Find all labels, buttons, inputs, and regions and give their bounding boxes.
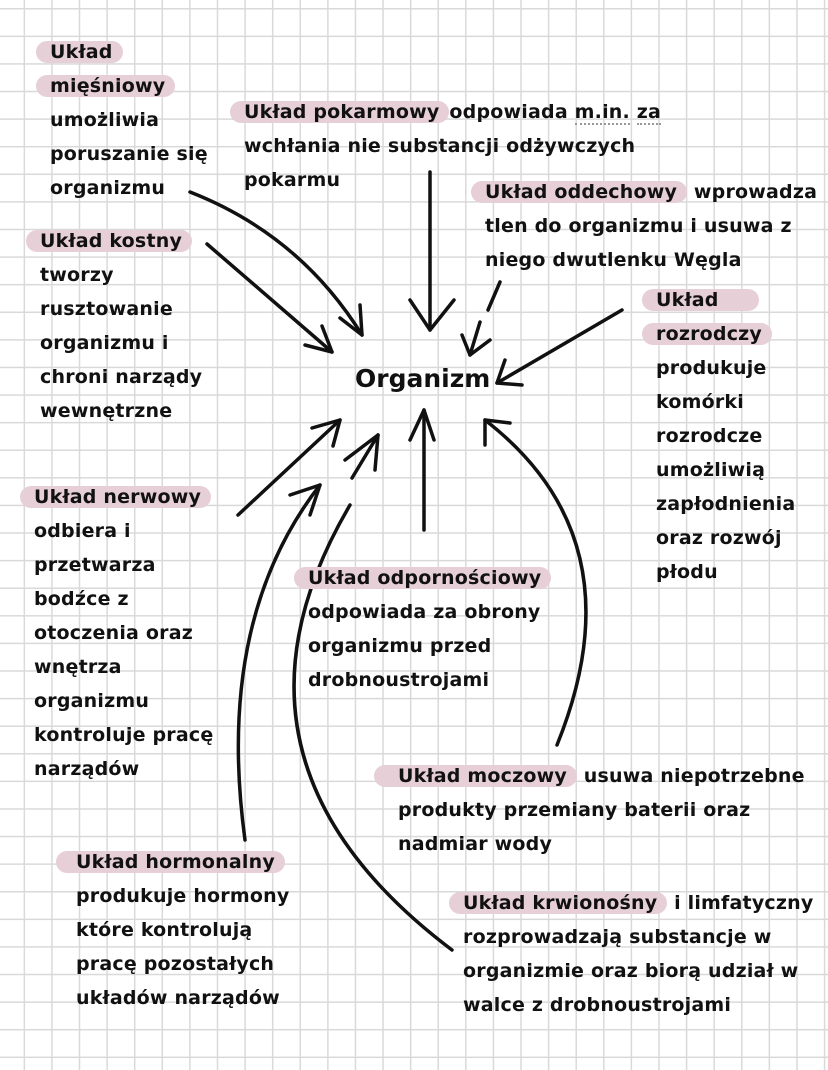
- text-line: pracę pozostałych: [76, 953, 275, 975]
- text-line: drobnoustrojami: [308, 669, 490, 691]
- kostny-block: [40, 224, 202, 428]
- text-line: wnętrza: [34, 656, 122, 678]
- text-line: płodu: [656, 561, 718, 583]
- text-line: organizmie oraz biorą udział w: [463, 960, 799, 982]
- text-line: pokarmu: [244, 169, 341, 191]
- text-line: odbiera i: [34, 520, 131, 542]
- rozrodczy-title: Układ: [642, 289, 759, 311]
- text-line: niego dwutlenku Węgla: [485, 249, 742, 271]
- text-line: rozprowadzają substancje w: [463, 926, 772, 948]
- text: za: [636, 101, 662, 123]
- miesniowy-title-2: mięśniowy: [36, 75, 175, 97]
- text-line: otoczenia oraz: [34, 622, 193, 644]
- arrow-oddechowy: [462, 282, 500, 355]
- text: i limfatyczny: [674, 892, 814, 914]
- arrow-nerwowy: [238, 420, 340, 515]
- text-line: bodźce z: [34, 588, 129, 610]
- text-line: przetwarza: [34, 554, 156, 576]
- arrow-kostny: [207, 244, 332, 352]
- text-line: walce z drobnoustrojami: [463, 994, 732, 1016]
- odpornosciowy-block: [308, 561, 551, 697]
- text-line: rusztowanie: [40, 298, 173, 320]
- text-line: chroni narządy: [40, 366, 203, 388]
- text-line: wewnętrzne: [40, 400, 173, 422]
- text-line: oraz rozwój: [656, 527, 782, 549]
- text-line: poruszanie się: [50, 143, 208, 165]
- text-line: organizmu przed: [308, 635, 492, 657]
- text-line: organizmu i: [40, 332, 169, 354]
- text-line: umożliwia: [50, 109, 160, 131]
- text: odpowiada: [449, 101, 568, 123]
- text-line: tlen do organizmu i usuwa z: [485, 215, 792, 237]
- arrow-miesniowy: [190, 192, 362, 335]
- pokarmowy-title: Układ pokarmowy: [230, 101, 449, 123]
- miesniowy-title: Układ: [36, 41, 123, 63]
- text: wprowadza: [693, 181, 818, 203]
- arrow-odpornosciowy: [410, 410, 434, 530]
- text-line: nadmiar wody: [398, 833, 553, 855]
- text-line: które kontrolują: [76, 919, 253, 941]
- nerwowy-block: [34, 480, 213, 786]
- center-label: Organizm: [355, 364, 491, 393]
- rozrodczy-block: [656, 283, 795, 589]
- text-line: rozrodcze: [656, 425, 763, 447]
- miesniowy-block: [50, 35, 208, 205]
- text-line: wchłania nie substancji odżywczych: [244, 135, 636, 157]
- krwionosny-title: Układ krwionośny: [449, 892, 667, 914]
- odpornosciowy-title: Układ odpornościowy: [294, 567, 551, 589]
- text: usuwa niepotrzebne: [583, 765, 805, 787]
- text-line: tworzy: [40, 264, 114, 286]
- text-line: produkuje: [656, 357, 767, 379]
- text-line: umożliwią: [656, 459, 766, 481]
- text-line: produkuje hormony: [76, 885, 290, 907]
- text-line: organizmu: [50, 177, 166, 199]
- text-line: produkty przemiany baterii oraz: [398, 799, 751, 821]
- text-line: układów narządów: [76, 987, 280, 1009]
- text: m.in.: [574, 101, 630, 123]
- text-line: odpowiada za obrony: [308, 601, 541, 623]
- moczowy-block: [398, 759, 805, 861]
- kostny-title: Układ kostny: [26, 230, 192, 252]
- nerwowy-title: Układ nerwowy: [20, 486, 211, 508]
- rozrodczy-title-2: rozrodczy: [642, 323, 772, 345]
- text-line: zapłodnienia: [656, 493, 796, 515]
- text-line: organizmu: [34, 690, 150, 712]
- hormonalny-block: [76, 845, 289, 1015]
- text-line: kontroluje pracę: [34, 724, 214, 746]
- krwionosny-block: [463, 886, 813, 1022]
- moczowy-title: Układ moczowy: [374, 765, 577, 787]
- arrow-rozrodczy: [497, 310, 622, 385]
- text-line: narządów: [34, 758, 140, 780]
- oddechowy-title: Układ oddechowy: [471, 181, 687, 203]
- hormonalny-title: Układ hormonalny: [56, 851, 285, 873]
- text-line: komórki: [656, 391, 744, 413]
- oddechowy-block: [485, 175, 817, 277]
